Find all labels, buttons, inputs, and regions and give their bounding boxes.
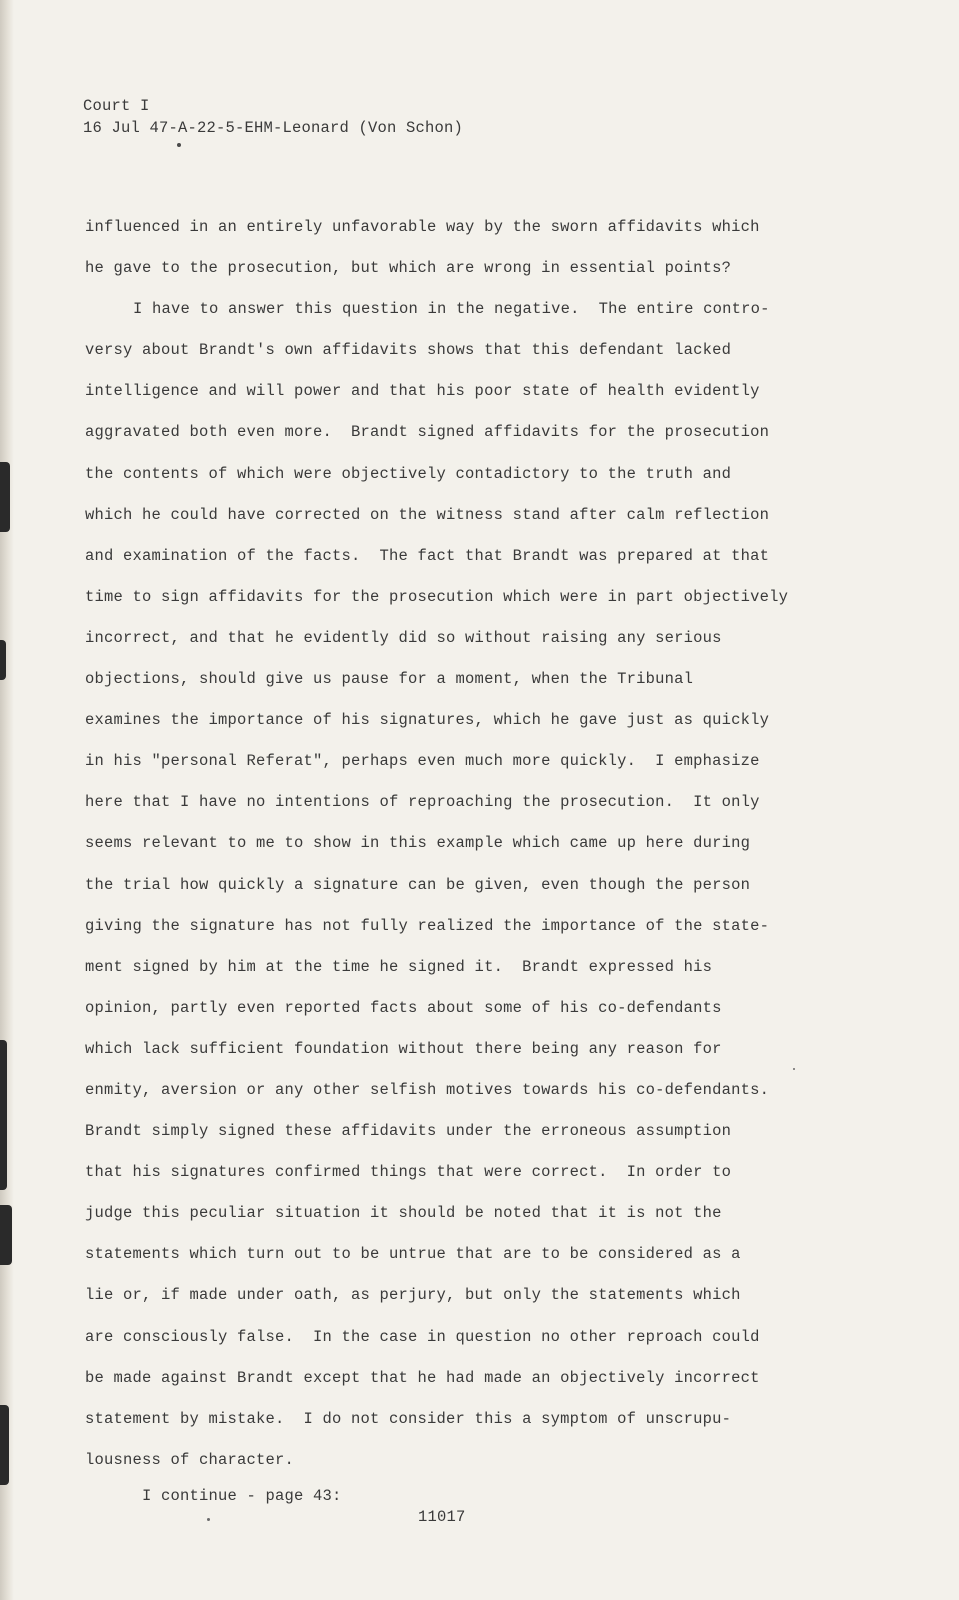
torn-edge-mark [0,462,10,532]
body-line: that his signatures confirmed things that were correct. In order to [85,1163,732,1182]
torn-edge-mark [0,1205,12,1265]
court-label: Court I [83,97,150,115]
body-line: the contents of which were objectively contadictory to the truth and [85,464,732,483]
body-line: he gave to the prosecution, but which are wrong in essential points? [85,259,732,278]
body-line: time to sign affidavits for the prosecution which were in part objectively [85,587,789,606]
page-number: 11017 [418,1508,466,1526]
body-line: are consciously false. In the case in question no other reproach could [85,1327,760,1346]
body-line: in his "personal Referat", perhaps even much more quickly. I emphasize [85,752,760,771]
body-line: which lack sufficient foundation without there being any reason for [85,1039,722,1058]
body-line: statements which turn out to be untrue that are to be considered as a [85,1245,741,1264]
body-line: enmity, aversion or any other selfish motives towards his co-defendants. [85,1080,770,1099]
body-line: here that I have no intentions of reproaching the prosecution. It only [85,793,760,812]
body-line: seems relevant to me to show in this example which came up here during [85,834,751,853]
body-line: and examination of the facts. The fact that Brandt was prepared at that [85,546,770,565]
body-line: opinion, partly even reported facts about some of his co-defendants [85,998,722,1017]
body-line: which he could have corrected on the witness stand after calm reflection [85,505,770,524]
continue-note: I continue - page 43: [142,1487,342,1505]
body-line: Brandt simply signed these affidavits under the erroneous assumption [85,1122,732,1141]
body-line: lousness of character. [85,1450,295,1469]
session-line: 16 Jul 47-A-22-5-EHM-Leonard (Von Schon) [83,119,464,137]
body-line: examines the importance of his signatures, which he gave just as quickly [85,711,770,730]
body-line: intelligence and will power and that his poor state of health evidently [85,382,760,401]
body-line: judge this peculiar situation it should be noted that it is not the [85,1204,722,1223]
document-body [85,216,845,1490]
body-line: statement by mistake. I do not consider this a symptom of unscrupu- [85,1409,732,1428]
body-line: I have to answer this question in the negative. The entire contro- [133,300,770,319]
body-line: aggravated both even more. Brandt signed affidavits for the prosecution [85,423,770,442]
body-line: giving the signature has not fully realized the importance of the state- [85,916,770,935]
body-line: the trial how quickly a signature can be given, even though the person [85,875,751,894]
body-line: influenced in an entirely unfavorable way by the sworn affidavits which [85,218,760,236]
body-line: ment signed by him at the time he signed it. Brandt expressed his [85,957,713,976]
torn-edge-mark [0,1040,7,1190]
body-line: incorrect, and that he evidently did so without raising any serious [85,628,722,647]
torn-edge-mark [0,640,6,680]
page-left-edge [0,0,14,1600]
body-line: lie or, if made under oath, as perjury, but only the statements which [85,1286,741,1305]
body-line: versy about Brandt's own affidavits shows that this defendant lacked [85,341,732,360]
typewriter-dot [177,143,181,147]
paper-speck [793,1068,795,1070]
body-line: be made against Brandt except that he had made an objectively incorrect [85,1368,760,1387]
body-line: objections, should give us pause for a moment, when the Tribunal [85,670,694,689]
document-header [83,95,463,139]
paper-speck [207,1518,210,1521]
torn-edge-mark [0,1405,9,1485]
